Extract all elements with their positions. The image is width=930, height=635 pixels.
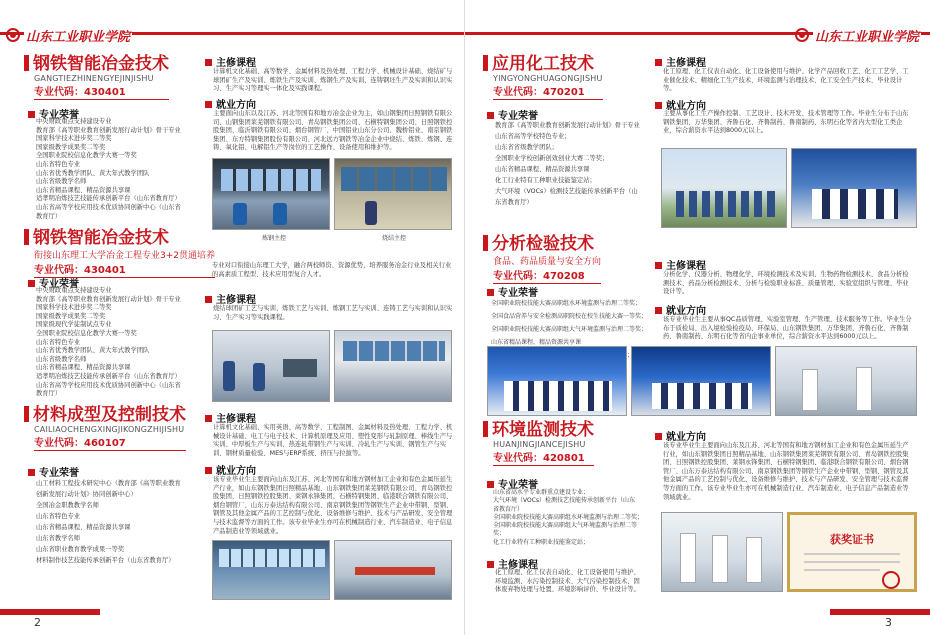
honor-heading: 专业荣誉 bbox=[28, 106, 79, 121]
honor-item: 山东省精品课程、精品资源共享课 bbox=[36, 524, 131, 531]
honor-item: 山东省精品课程、精品资源共享课 bbox=[495, 166, 590, 173]
honor-item: 山东省职业教育教学成果一等奖 bbox=[36, 546, 125, 553]
honor-item: 教育部《高等职业教育创新发展行动计划》骨干专业 bbox=[36, 126, 181, 134]
honor-item: 全国职业院校技能大赛高职组大气环境监测与治理二等奖； bbox=[491, 326, 648, 333]
honor-item: 国家科学技术进步奖二等奖 bbox=[36, 304, 112, 312]
photo-competition-team bbox=[487, 346, 627, 416]
courses-text: 化工原理、化工仪表自动化、化工设备使用与维护、环境监测、水污染控制技术、大气污染控制技术、固体废弃物处理与处置、环境影响评价、毕业设计等。 bbox=[495, 569, 640, 594]
section-title: 钢铁智能冶金技术 bbox=[24, 54, 169, 74]
honor-item: 奖； bbox=[493, 530, 506, 538]
title-bar-icon bbox=[24, 229, 29, 245]
section-title: 环境监测技术 bbox=[483, 420, 594, 440]
honor-heading: 专业荣誉 bbox=[487, 107, 538, 122]
courses-text: 计算机文化基础、实用英语、高等数学、工程制图、金属材料及热处理、工程力学、机械设计基础、电工与电子技术、计算机原理及应用、塑性变形与轧制原理、棒线生产与实训、中厚板生产与实训、热连轧带钢生产与实训、冷轧生产与实训、钢管生产与实训、钢材质量检验、MES与ERP系统、挤压与拉拔等。 bbox=[213, 424, 453, 457]
honor-heading: 专业荣誉 bbox=[487, 476, 538, 491]
section-metallurgy-header bbox=[24, 54, 169, 100]
section-subtitle: 食品、药品质量与安全方向 bbox=[493, 257, 602, 267]
honor-heading: 专业荣誉 bbox=[28, 275, 79, 290]
honor-item: 全国职业学校创新创效创业大赛二等奖； bbox=[495, 155, 609, 162]
section-title: 材料成型及控制技术 bbox=[24, 405, 186, 425]
honor-item: 国家级现代学徒制试点专业 bbox=[36, 321, 112, 329]
section-pinyin: YINGYONGHUAGONGJISHU bbox=[493, 74, 603, 83]
bullet-icon bbox=[655, 59, 662, 66]
courses-text: 化工原理、化工仪表自动化、化工设备使用与维护、化学产品回收工艺、化工工艺学、工业催化技术、精细化工生产技术、环境监测与治理技术、化工安全生产技术、毕业设计等。 bbox=[663, 68, 909, 93]
section-metallurgy-joint-header bbox=[24, 228, 215, 278]
honor-item: 化工行业特有工种职业技能鉴定站； bbox=[495, 177, 596, 184]
title-bar-icon bbox=[483, 421, 488, 437]
jobs-text: 该专业毕业生主要面向山东及江苏、河北等国有和地方钢材加工企业和有色金属压延生产行业，如山东钢铁集团日照精品基地、山东钢铁集团莱芜钢铁有限公司、青岛钢铁控股集团、日照钢铁控股集团、莱钢永锋集团、石横特钢集团、临港联合钢铁有限公司、烟台钢管厂、山东万泰达结构有限公司、南京钢铁集团等钢铁生产企业中带钢、型钢、钢管及其他金属产品的工艺控制与优化、设备维修与维护、技术与产品研发、安全管理与技术监督等方面的工作。该专业毕业生亦可在机械制造行业、汽车制造业、电子信息产品制造业等领域就业。 bbox=[663, 442, 909, 501]
courses-heading: 主修课程 bbox=[205, 291, 256, 306]
school-seal-icon bbox=[795, 28, 809, 42]
bullet-icon bbox=[28, 111, 35, 118]
photo-caption-sinter: 烧结主控 bbox=[382, 235, 407, 242]
photo-student-group bbox=[661, 148, 787, 228]
section-materials-header bbox=[24, 405, 186, 451]
right-page bbox=[465, 0, 930, 635]
honor-item: 教育厅） bbox=[36, 390, 62, 398]
honor-item: 材料制作技艺技能传承创新平台（山东省教育厅） bbox=[36, 557, 175, 564]
bullet-icon bbox=[205, 59, 212, 66]
section-code: 专业代码：470208 bbox=[493, 267, 601, 284]
title-bar-icon bbox=[24, 406, 29, 422]
honor-item: 东省教育厅） bbox=[495, 199, 533, 206]
section-chemical-header bbox=[483, 54, 603, 100]
jobs-heading: 就业方向 bbox=[655, 302, 706, 317]
school-logo bbox=[795, 27, 925, 43]
honor-list bbox=[493, 489, 643, 547]
school-name: 山东工业职业学院 bbox=[24, 26, 132, 45]
photo-control-center bbox=[334, 330, 452, 402]
jobs-heading: 就业方向 bbox=[205, 462, 256, 477]
honor-item: 全国冶金职教教学名师 bbox=[36, 502, 99, 509]
jobs-text: 该专业毕业生主要从事QC品质管理、实验室管理、生产管理、技术服务等工作。毕业生分布于质检局、出入境检验检疫局、环保局、山东钢铁集团、万华集团、齐鲁石化、齐鲁制药、鲁南制药、东明石化等省内企事业单位，综合薪资水平达到6000元以上。 bbox=[663, 316, 912, 341]
honor-item: 教育厅） bbox=[36, 212, 62, 220]
honor-item: 山东省高等学校特色专业； bbox=[495, 133, 571, 140]
section-pinyin: CAILIAOCHENGXINGJIKONGZHIJISHU bbox=[34, 425, 185, 434]
photo-competition-stage bbox=[631, 346, 771, 416]
school-logo bbox=[6, 27, 136, 43]
honor-item: 国家科学技术进步奖二等奖 bbox=[36, 135, 112, 143]
courses-text: 分析化学、仪器分析、物理化学、环境检测技术及实训、生物药物检测技术、食品分析检测技术、药品分析检测技术、分析与检验职业标准、质量管理、实验室组织与管理、毕业设计等。 bbox=[663, 271, 909, 296]
honor-item: 中央财政重点支持建设专业 bbox=[36, 118, 112, 125]
honor-item: 山东省级教学名师 bbox=[36, 355, 87, 363]
honor-item: 教育部《高等职业教育创新发展行动计划》骨干专业 bbox=[495, 122, 640, 129]
photo-lab-students bbox=[661, 512, 783, 592]
honor-list bbox=[36, 287, 181, 399]
section-code: 专业代码：430401 bbox=[34, 83, 169, 100]
honor-item: 中央财政重点支持建设专业 bbox=[36, 287, 112, 294]
footer-bar bbox=[830, 609, 930, 615]
honor-item: 山东省特色专业 bbox=[36, 338, 81, 346]
bullet-icon bbox=[655, 307, 662, 314]
photo-award-ceremony bbox=[791, 148, 917, 228]
honor-item: 全国职业院校技能大赛高职组水环境监测与治理二等奖； bbox=[491, 300, 642, 307]
honor-item: 国家级教学成果奖二等奖 bbox=[36, 312, 106, 320]
section-title: 分析检验技术 bbox=[483, 234, 601, 254]
section-code: 专业代码：430401 bbox=[34, 261, 215, 278]
section-analysis-header bbox=[483, 234, 601, 284]
honor-item: 适孝明冶炼技艺技能传承创新平台（山东省教育厅） bbox=[36, 372, 181, 380]
honor-item: 山东省级教学名师 bbox=[36, 178, 87, 186]
school-seal-icon bbox=[6, 28, 20, 42]
footer-bar bbox=[0, 609, 100, 615]
honor-item: 大气环境（VOCs）检测技艺技能传承创新平台（山东 bbox=[493, 497, 636, 505]
bullet-icon bbox=[487, 561, 494, 568]
courses-heading: 主修课程 bbox=[205, 410, 256, 425]
courses-heading: 主修课程 bbox=[487, 556, 538, 571]
jobs-heading: 就业方向 bbox=[655, 428, 706, 443]
bullet-icon bbox=[205, 415, 212, 422]
bullet-icon bbox=[487, 112, 494, 119]
bullet-icon bbox=[28, 469, 35, 476]
jobs-text: 主要面向山东以及江苏、河北等国有和地方冶金企业为主，如山钢集团日照钢铁有限公司、山钢集团莱芜钢铁有限公司、青岛钢铁集团公司、石横特钢集团公司、日照钢铁控股集团、临沂钢铁有限公司、烟台钢管厂、中国铝业山东分公司、魏桥铝业、南京钢铁集团、东方特钢集团股份有限公司、河北远方钢铁等冶金企业中烧结、炼铁、炼钢、连铸、氧化铝、电解铝生产等岗位的工艺操作、设备使用和维护等。 bbox=[213, 110, 453, 152]
honor-heading: 专业荣誉 bbox=[487, 284, 538, 299]
honor-item: 全国食品营养与安全检测高职院校在校生技能大赛一等奖； bbox=[491, 313, 648, 320]
section-code: 专业代码：420801 bbox=[493, 449, 594, 466]
section-pinyin: HUANJINGJIANCEJISHU bbox=[493, 440, 586, 449]
bullet-icon bbox=[205, 101, 212, 108]
section-environment-header bbox=[483, 420, 594, 466]
honor-item: 全国职业院校信息化教学大赛一等奖 bbox=[36, 152, 137, 160]
honor-item: 国家级教学成果奖二等奖 bbox=[36, 143, 106, 151]
courses-heading: 主修课程 bbox=[655, 54, 706, 69]
school-name: 山东工业职业学院 bbox=[813, 26, 921, 45]
honor-item: 省教育厅） bbox=[493, 505, 524, 513]
honor-item: 山东省精品课程、精品资源共享课 bbox=[36, 186, 131, 194]
honor-item: 化工行业特有工种职业技能鉴定站； bbox=[493, 538, 590, 546]
honor-item: 全国职业院校技能大赛高职组大气环境监测与治理二等 bbox=[493, 522, 638, 530]
certificate-title: 获奖证书 bbox=[830, 533, 874, 546]
section-pinyin: GANGTIEZHINENGYEJINJISHU bbox=[34, 74, 154, 83]
bullet-icon bbox=[487, 481, 494, 488]
section-subtitle: 衔接山东理工大学冶金工程专业3+2贯通培养 bbox=[34, 251, 215, 261]
section-code: 专业代码：460107 bbox=[34, 434, 186, 451]
photo-lab-testing bbox=[775, 346, 917, 416]
bullet-icon bbox=[205, 296, 212, 303]
jobs-text: 主要从事化工生产操作控制、工艺设计、技术开发、技术管理等工作。毕业生分布于山东钢铁集团、万华集团、齐鲁石化、齐鲁制药、鲁南制药、东明石化等省内大型化工类企业，综合薪资水平达到8000元以上。 bbox=[663, 110, 909, 135]
honor-item: 教育部《高等职业教育创新发展行动计划》骨干专业 bbox=[36, 295, 181, 303]
courses-text: 烧结球团矿工艺与实训、炼铁工艺与实训、炼钢工艺与实训、连铸工艺与实训和认识实习、生产实习等实践课程。 bbox=[213, 305, 453, 321]
honor-item: 适孝明冶炼技艺技能传承创新平台（山东省教育厅） bbox=[36, 195, 181, 203]
bullet-icon bbox=[487, 289, 494, 296]
courses-heading: 主修课程 bbox=[205, 54, 256, 69]
honor-item: 山东省省级教学团队； bbox=[495, 144, 558, 151]
courses-heading: 主修课程 bbox=[655, 257, 706, 272]
section-code: 专业代码：470201 bbox=[493, 83, 603, 100]
section-title: 钢铁智能冶金技术 bbox=[24, 228, 215, 248]
bullet-icon bbox=[655, 262, 662, 269]
page-number-right: 3 bbox=[885, 616, 892, 629]
bullet-icon bbox=[655, 433, 662, 440]
honor-item: 大气环境（VOCs）检测技艺技能传承创新平台（山 bbox=[495, 188, 638, 195]
title-bar-icon bbox=[483, 235, 488, 251]
honor-item: 全国职业院校信息化教学大赛一等奖 bbox=[36, 329, 137, 337]
honor-item: 山东省精品课程、精品资源共享课 bbox=[36, 364, 131, 372]
title-bar-icon bbox=[24, 55, 29, 71]
honor-list bbox=[36, 478, 181, 566]
honor-item: 山东省精品课程、精品资源共享课 bbox=[491, 339, 582, 346]
photo-training-room bbox=[212, 330, 330, 402]
photo-sinter-control-room bbox=[334, 158, 452, 230]
honor-item: 山东省高水平专业群重点建设专业； bbox=[493, 489, 590, 496]
honor-list bbox=[36, 118, 181, 221]
courses-text: 计算机文化基础、高等数学、金属材料及热处理、工程力学、机械设计基础、烧结矿与球团矿生产及实训、炼铁生产及实训、炼钢生产及实训、连铸钢坯生产及实训和认识实习、生产实习等理实一体化及实践课程。 bbox=[213, 68, 453, 93]
jobs-heading: 就业方向 bbox=[655, 97, 706, 112]
honor-item: 全国职业院校技能大赛高职组水环境监测与治理二等奖； bbox=[493, 513, 644, 521]
honor-item: 创新发展行动计划》协同创新中心） bbox=[36, 491, 137, 498]
title-bar-icon bbox=[483, 55, 488, 71]
honor-item: 山东省特色专业 bbox=[36, 513, 81, 520]
bullet-icon bbox=[655, 102, 662, 109]
honor-item: 山东省优秀教学团队、黄大年式教学团队 bbox=[36, 347, 150, 355]
jobs-heading: 就业方向 bbox=[205, 96, 256, 111]
award-certificate bbox=[787, 512, 917, 592]
honor-item: 山东省高等学校应用技术优质协同创新中心（山东省 bbox=[36, 203, 181, 211]
honor-item: 山东省特色专业 bbox=[36, 160, 81, 168]
honor-item: 山东省高等学校应用技术优质协同创新中心（山东省 bbox=[36, 381, 181, 389]
photo-steel-control-room bbox=[212, 158, 330, 230]
honor-item: 山东省优秀教学团队、黄大年式教学团队 bbox=[36, 169, 150, 177]
joint-intro-text: 专业对口衔接山东理工大学，融合两校师资、资源优势，培养服务冶金行业及相关行业的高素质工程型、技术应用型复合人才。 bbox=[212, 262, 452, 278]
bullet-icon bbox=[28, 280, 35, 287]
photo-caption-steel: 炼钢主控 bbox=[262, 235, 287, 242]
jobs-text: 该专业毕业生主要面向山东及江苏、河北等国有和地方钢材加工企业和有色金属压延生产行业，如山东钢铁集团日照精品基地、山东钢铁集团莱芜钢铁有限公司、青岛钢铁控股集团、日照钢铁控股集团、莱钢永锋集团、石横特钢集团、临港联合钢铁有限公司、烟台钢管厂、山东万泰达结构有限公司、南京钢铁集团等钢铁生产企业中带钢、型钢、钢管及其他金属产品的工艺控制与优化、设备维修与维护、技术与产品研发、安全管理与技术监督等方面的工作。该专业毕业生亦可在机械制造行业、汽车制造业、电子信息产品制造业等领域就业。 bbox=[213, 476, 453, 535]
honor-heading: 专业荣誉 bbox=[28, 464, 79, 479]
honor-list bbox=[495, 120, 640, 208]
page-number-left: 2 bbox=[34, 616, 41, 629]
photo-rolling-control bbox=[212, 540, 330, 600]
honor-item: 山工材料工程技术研究中心（教育部《高等职业教育 bbox=[36, 480, 181, 487]
bullet-icon bbox=[205, 467, 212, 474]
honor-item: 山东省教学名师 bbox=[36, 535, 81, 542]
photo-mill-floor bbox=[334, 540, 452, 600]
section-title: 应用化工技术 bbox=[483, 54, 603, 74]
